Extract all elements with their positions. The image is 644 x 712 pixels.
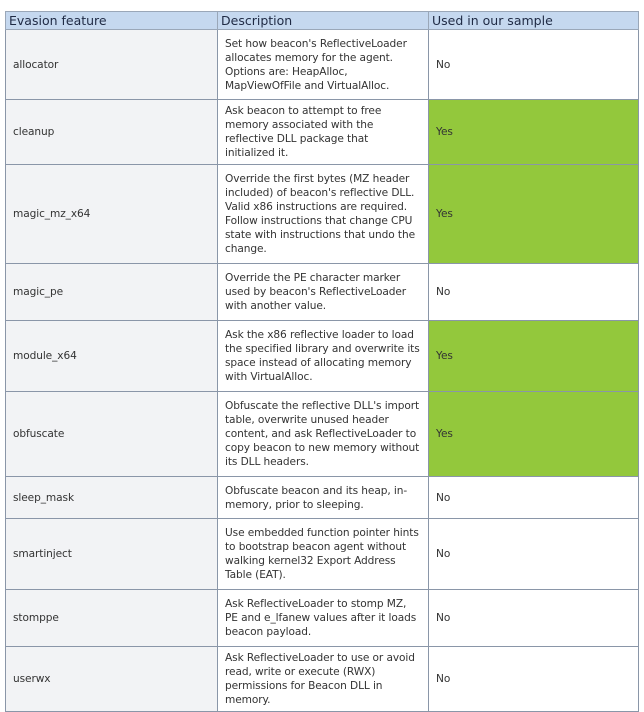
- table-row: [6, 477, 639, 519]
- table-row: [6, 264, 639, 321]
- feature-cell: module_x64: [6, 321, 218, 392]
- table-row: [6, 321, 639, 392]
- feature-cell: smartinject: [6, 519, 218, 590]
- table-row: [6, 30, 639, 100]
- description-cell: Obfuscate beacon and its heap, in-memory, prior to sleeping.: [218, 477, 429, 519]
- feature-cell: cleanup: [6, 100, 218, 165]
- used-cell: Yes: [429, 392, 639, 477]
- header-evasion-feature: Evasion feature: [6, 12, 218, 30]
- feature-cell: userwx: [6, 647, 218, 712]
- table-row: [6, 100, 639, 165]
- used-cell: Yes: [429, 321, 639, 392]
- used-cell: Yes: [429, 100, 639, 165]
- used-cell: No: [429, 647, 639, 712]
- description-cell: Ask beacon to attempt to free memory associated with the reflective DLL package that initialized it.: [218, 100, 429, 165]
- table-row: [6, 392, 639, 477]
- table-row: [6, 590, 639, 647]
- feature-cell: sleep_mask: [6, 477, 218, 519]
- table-row: [6, 647, 639, 712]
- description-cell: Override the PE character marker used by beacon's ReflectiveLoader with another value.: [218, 264, 429, 321]
- evasion-table-container: [5, 11, 639, 712]
- used-cell: No: [429, 30, 639, 100]
- table-header-row: [6, 12, 639, 30]
- table-row: [6, 519, 639, 590]
- header-used-in-sample: Used in our sample: [429, 12, 639, 30]
- description-cell: Ask ReflectiveLoader to stomp MZ, PE and e_lfanew values after it loads beacon payload.: [218, 590, 429, 647]
- feature-cell: magic_pe: [6, 264, 218, 321]
- table-row: [6, 165, 639, 264]
- description-cell: Set how beacon's ReflectiveLoader allocates memory for the agent. Options are: HeapAlloc, MapViewOfFile and VirtualAlloc.: [218, 30, 429, 100]
- feature-cell: obfuscate: [6, 392, 218, 477]
- used-cell: Yes: [429, 165, 639, 264]
- description-cell: Override the first bytes (MZ header included) of beacon's reflective DLL. Valid x86 instructions are required. Follow instructions that change CPU state with instructions that undo the change.: [218, 165, 429, 264]
- evasion-features-table: [5, 11, 639, 712]
- feature-cell: stomppe: [6, 590, 218, 647]
- feature-cell: magic_mz_x64: [6, 165, 218, 264]
- used-cell: No: [429, 264, 639, 321]
- description-cell: Ask ReflectiveLoader to use or avoid read, write or execute (RWX) permissions for Beacon DLL in memory.: [218, 647, 429, 712]
- description-cell: Ask the x86 reflective loader to load the specified library and overwrite its space instead of allocating memory with VirtualAlloc.: [218, 321, 429, 392]
- header-description: Description: [218, 12, 429, 30]
- used-cell: No: [429, 477, 639, 519]
- description-cell: Use embedded function pointer hints to bootstrap beacon agent without walking kernel32 Export Address Table (EAT).: [218, 519, 429, 590]
- used-cell: No: [429, 590, 639, 647]
- description-cell: Obfuscate the reflective DLL's import table, overwrite unused header content, and ask ReflectiveLoader to copy beacon to new memory without its DLL headers.: [218, 392, 429, 477]
- used-cell: No: [429, 519, 639, 590]
- feature-cell: allocator: [6, 30, 218, 100]
